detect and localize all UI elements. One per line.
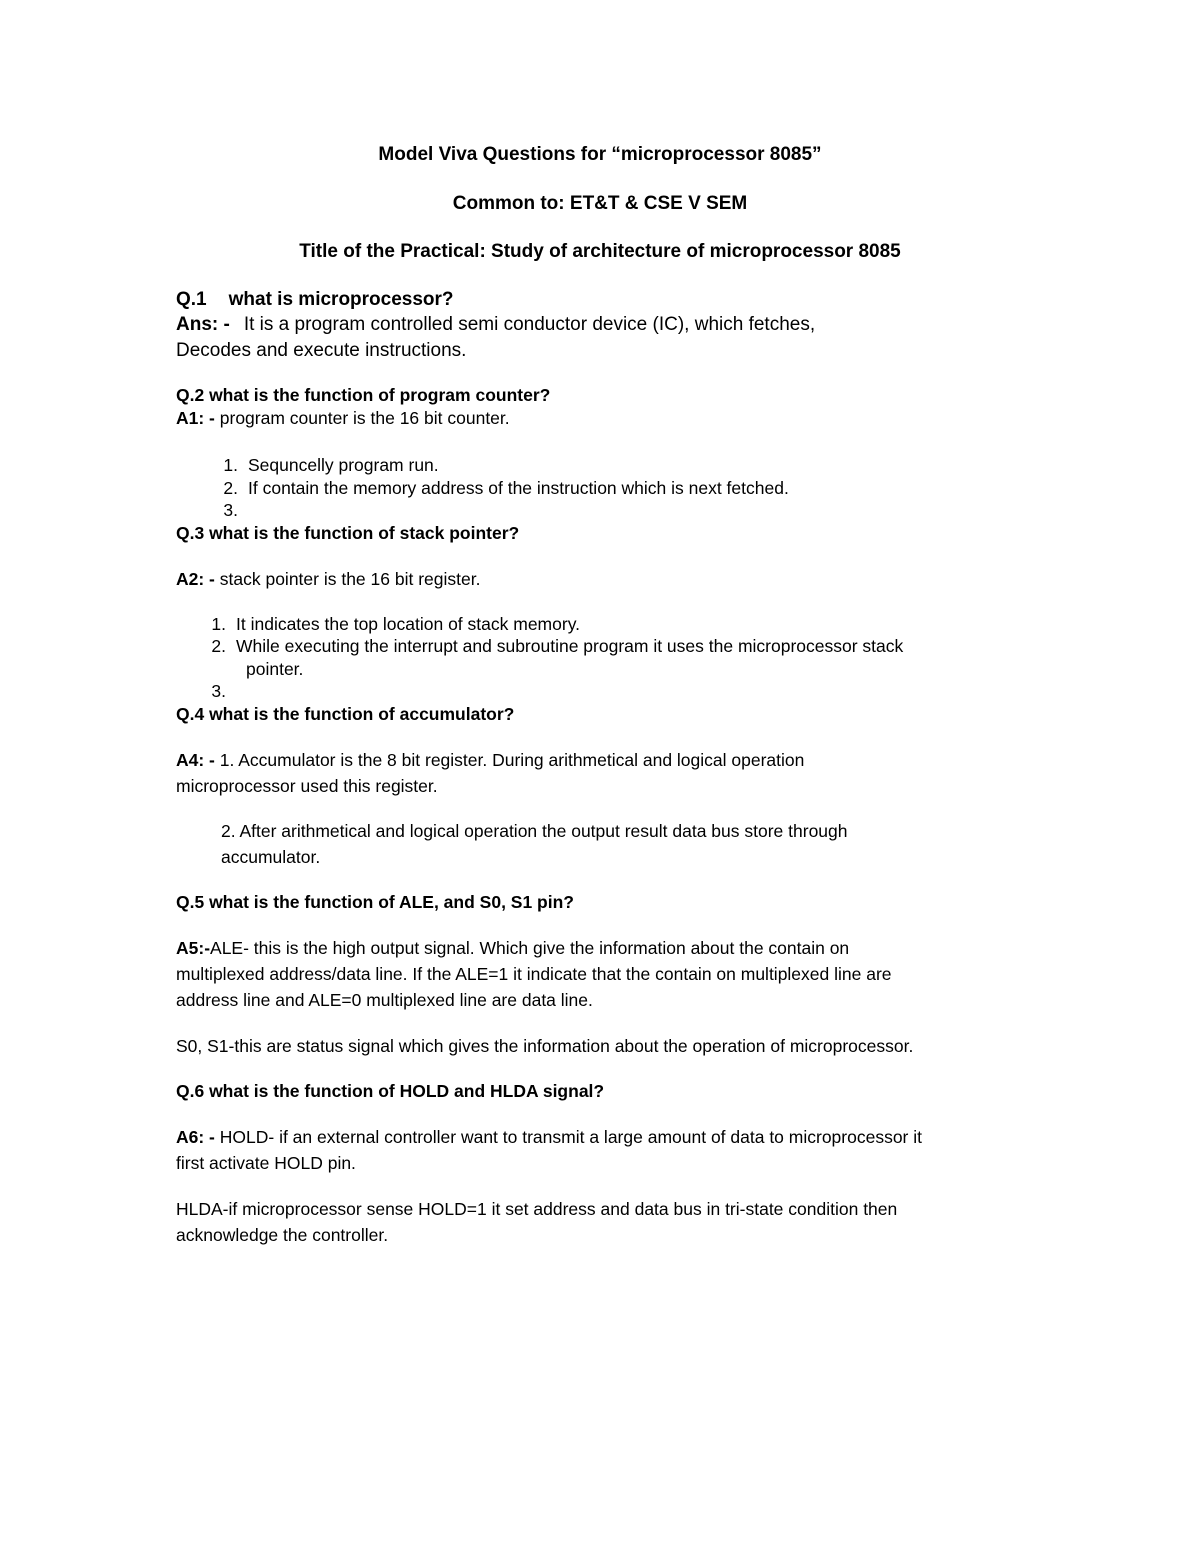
q1-answer-text1: It is a program controlled semi conductor device (IC), which fetches, bbox=[243, 314, 816, 335]
q2-answer-label: A1: - bbox=[176, 408, 215, 428]
q3-answer bbox=[176, 571, 480, 589]
q4-answer-label: A4: - bbox=[176, 750, 215, 770]
q3-list-item bbox=[196, 638, 903, 656]
q1-number: Q.1 bbox=[176, 289, 207, 310]
page-title: Model Viva Questions for “microprocessor 8085” bbox=[378, 144, 822, 165]
q4-question: Q.4 what is the function of accumulator? bbox=[176, 704, 515, 724]
q3-item2-text: While executing the interrupt and subroutine program it uses the microprocessor stack bbox=[236, 636, 904, 656]
q1-heading bbox=[176, 290, 454, 309]
q3-item1-text: It indicates the top location of stack memory. bbox=[236, 614, 581, 634]
q2-question: Q.2 what is the function of program counter? bbox=[176, 385, 551, 405]
q1-question: what is microprocessor? bbox=[228, 289, 454, 310]
q5-answer-text1: ALE- this is the high output signal. Which give the information about the contain on bbox=[210, 938, 850, 958]
q2-item3-number: 3. bbox=[223, 500, 238, 520]
q6-answer-label: A6: - bbox=[176, 1127, 215, 1147]
q5-answer-line2: multiplexed address/data line. If the ALE=1 it indicate that the contain on multiplexed line are bbox=[176, 964, 892, 984]
common-to-line: Common to: ET&T & CSE V SEM bbox=[452, 193, 748, 214]
q4-answer-line1 bbox=[176, 752, 804, 770]
q6-answer-text1: HOLD- if an external controller want to transmit a large amount of data to microprocessor it bbox=[214, 1127, 922, 1147]
q6-paragraph2-line2: acknowledge the controller. bbox=[176, 1225, 389, 1245]
q4-point2-line1: 2. After arithmetical and logical operation the output result data bus store through bbox=[221, 821, 848, 841]
q3-item2-number: 2. bbox=[211, 636, 226, 656]
q3-item2-continuation: pointer. bbox=[246, 659, 304, 679]
q3-answer-text: stack pointer is the 16 bit register. bbox=[214, 569, 481, 589]
q2-list-item bbox=[208, 457, 439, 475]
q3-answer-label: A2: - bbox=[176, 569, 215, 589]
q2-answer-text: program counter is the 16 bit counter. bbox=[214, 408, 510, 428]
q3-list-item bbox=[196, 683, 236, 701]
q5-answer-line3: address line and ALE=0 multiplexed line are data line. bbox=[176, 990, 593, 1010]
q5-answer-line1 bbox=[176, 940, 849, 958]
q6-answer-line2: first activate HOLD pin. bbox=[176, 1153, 356, 1173]
q2-item1-text: Sequncelly program run. bbox=[248, 455, 439, 475]
q4-point2-line2: accumulator. bbox=[221, 847, 321, 867]
q3-item1-number: 1. bbox=[211, 614, 226, 634]
q2-item2-number: 2. bbox=[223, 478, 238, 498]
q5-question: Q.5 what is the function of ALE, and S0, S1 pin? bbox=[176, 892, 574, 912]
practical-title: Title of the Practical: Study of architecture of microprocessor 8085 bbox=[299, 241, 901, 262]
q2-item1-number: 1. bbox=[223, 455, 238, 475]
q3-item3-number: 3. bbox=[211, 681, 226, 701]
q1-answer-line1 bbox=[176, 315, 815, 334]
q6-answer-line1 bbox=[176, 1129, 922, 1147]
q2-item2-text: If contain the memory address of the instruction which is next fetched. bbox=[248, 478, 789, 498]
q2-answer bbox=[176, 410, 510, 428]
q1-answer-label: Ans: - bbox=[176, 314, 230, 335]
q3-question: Q.3 what is the function of stack pointer? bbox=[176, 523, 520, 543]
q6-paragraph2-line1: HLDA-if microprocessor sense HOLD=1 it set address and data bus in tri-state condition then bbox=[176, 1199, 898, 1219]
q1-answer-line2: Decodes and execute instructions. bbox=[176, 340, 467, 361]
q4-answer-line2: microprocessor used this register. bbox=[176, 776, 438, 796]
q5-answer-label: A5:- bbox=[176, 938, 211, 958]
q3-list-item bbox=[196, 616, 580, 634]
q2-list-item bbox=[208, 480, 789, 498]
q5-paragraph2: S0, S1-this are status signal which gives the information about the operation of microprocessor. bbox=[176, 1036, 914, 1056]
q4-answer-text1: 1. Accumulator is the 8 bit register. During arithmetical and logical operation bbox=[214, 750, 805, 770]
q6-question: Q.6 what is the function of HOLD and HLDA signal? bbox=[176, 1081, 605, 1101]
q2-list-item bbox=[208, 502, 248, 520]
